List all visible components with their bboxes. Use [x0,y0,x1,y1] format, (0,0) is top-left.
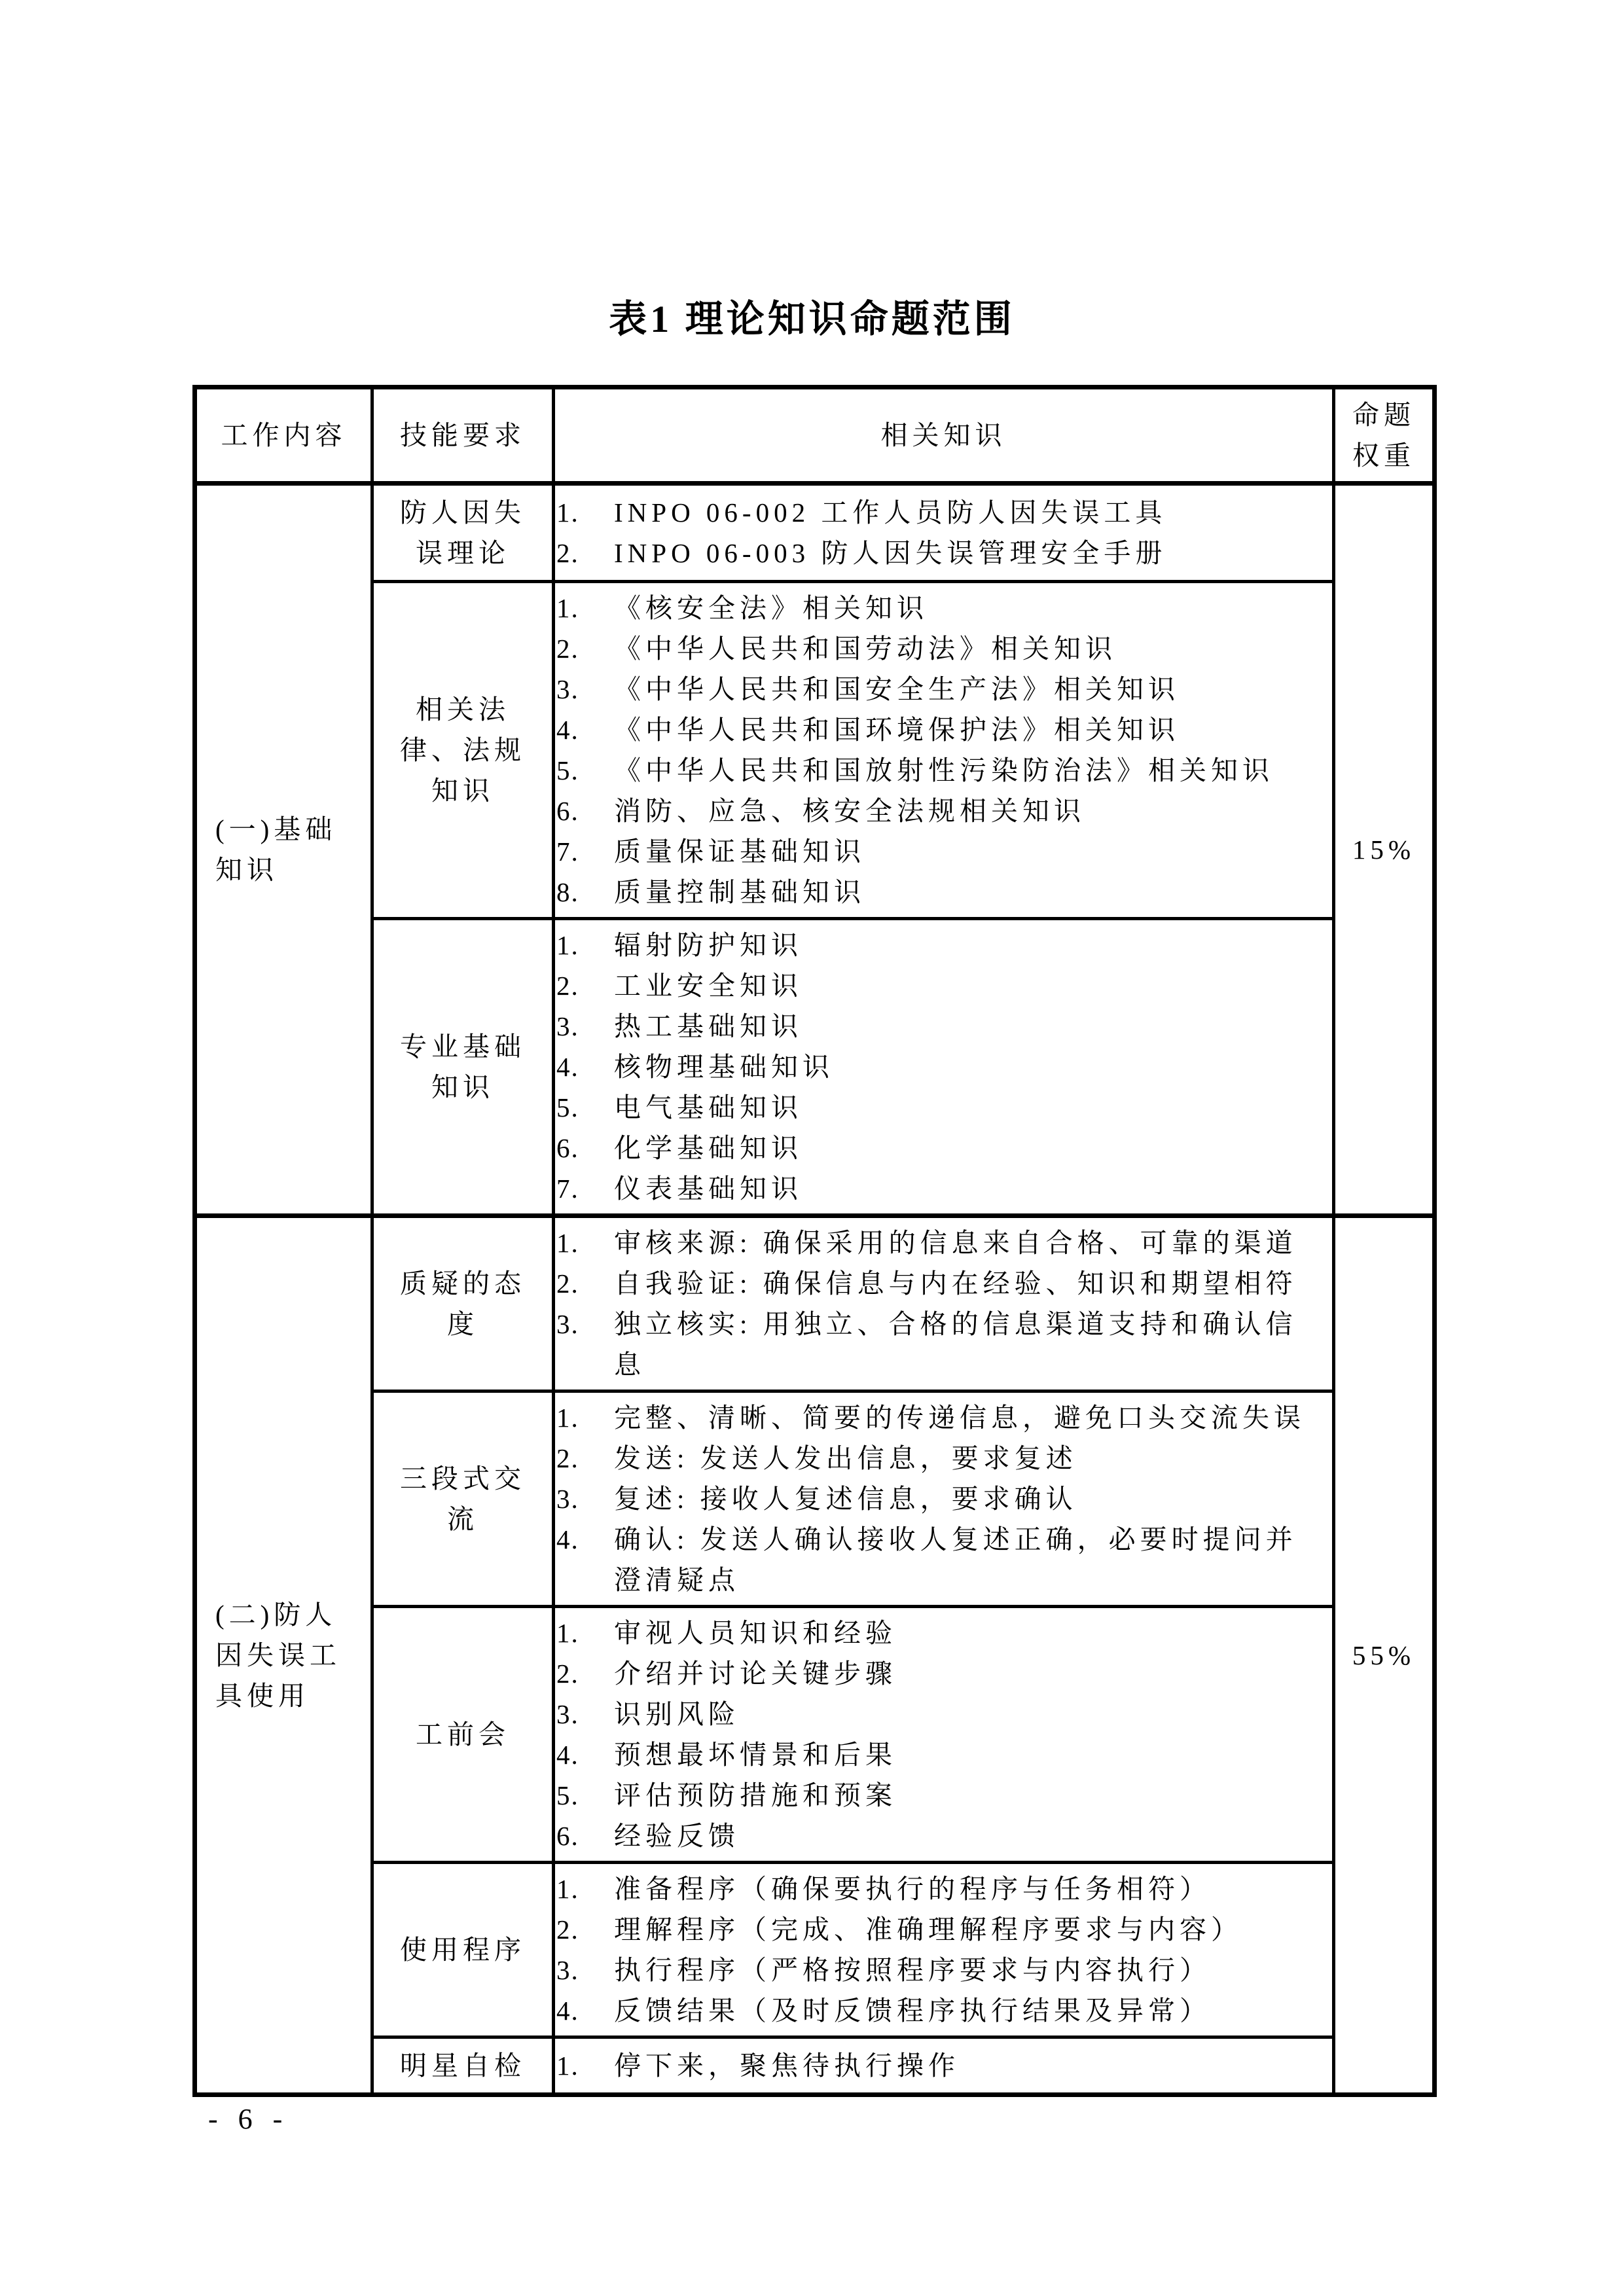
table-row [195,2037,1435,2095]
item-number: 3. [556,1484,579,1514]
item-number: 1. [556,497,579,528]
knowledge-item [556,1006,1312,1047]
skill-cell [372,1391,554,1607]
knowledge-item [556,1990,1312,2031]
item-number: 2. [556,634,579,664]
item-number: 8. [556,877,579,907]
item-text: 审核来源: 确保采用的信息来自合格、可靠的渠道 [614,1228,1297,1258]
item-text: 化学基础知识 [614,1133,803,1163]
item-number: 5. [556,1092,579,1122]
knowledge-item [556,533,1312,573]
skill-cell [372,1863,554,2037]
weight-cell: 15% [1334,484,1435,1216]
table-row [195,484,1435,582]
weight-cell: 55% [1334,1216,1435,2095]
knowledge-item [556,1613,1312,1653]
knowledge-item [556,831,1312,872]
item-text: 确认: 发送人确认接收人复述正确，必要时提问并澄清疑点 [614,1524,1297,1595]
item-number: 1. [556,2051,579,2081]
knowledge-item [556,1519,1312,1600]
knowledge-cell [554,582,1334,919]
knowledge-item [556,925,1312,965]
knowledge-item [556,1304,1312,1385]
knowledge-item [556,1087,1312,1128]
table-body [195,484,1435,2095]
skill-cell [372,2037,554,2095]
item-text: 电气基础知识 [614,1092,803,1122]
skill-text: 三段式交流 [400,1463,526,1534]
skill-text: 工前会 [416,1719,510,1749]
item-number: 4. [556,1052,579,1082]
item-number: 2. [556,971,579,1001]
item-number: 7. [556,1174,579,1204]
skill-cell [372,1216,554,1391]
knowledge-item [556,1263,1312,1304]
skill-text: 使用程序 [400,1935,526,1965]
knowledge-item [556,1479,1312,1519]
skill-cell [372,582,554,919]
knowledge-cell [554,1863,1334,2037]
item-number: 4. [556,1996,579,2026]
item-text: 审视人员知识和经验 [614,1618,897,1648]
item-number: 6. [556,796,579,826]
item-text: 准备程序（确保要执行的程序与任务相符） [614,1874,1211,1904]
item-text: 复述: 接收人复述信息，要求确认 [614,1484,1077,1514]
table-header-row [195,387,1435,484]
knowledge-item [556,1869,1312,1909]
item-number: 1. [556,593,579,623]
exam-scope-table [192,385,1437,2097]
page-title: 表1 理论知识命题范围 [609,298,1015,340]
knowledge-item [556,628,1312,669]
knowledge-item [556,492,1312,533]
knowledge-item [556,2045,1312,2086]
item-number: 1. [556,1874,579,1904]
knowledge-cell [554,2037,1334,2095]
skill-cell [372,1607,554,1863]
knowledge-item [556,1168,1312,1209]
knowledge-cell [554,1216,1334,1391]
item-text: 介绍并讨论关键步骤 [614,1659,897,1689]
knowledge-item [556,1734,1312,1775]
skill-cell [372,919,554,1216]
item-number: 5. [556,755,579,785]
item-number: 3. [556,1955,579,1985]
item-text: 理解程序（完成、准确理解程序要求与内容） [614,1914,1242,1945]
item-number: 3. [556,1309,579,1339]
item-number: 4. [556,715,579,745]
skill-text: 专业基础知识 [400,1031,526,1102]
item-text: 《中华人民共和国劳动法》相关知识 [614,634,1117,664]
page-number: - 6 - [208,2103,289,2135]
knowledge-cell [554,1607,1334,1863]
knowledge-item [556,709,1312,750]
table-row [195,582,1435,919]
item-number: 1. [556,1403,579,1433]
item-number: 1. [556,1228,579,1258]
item-text: 自我验证: 确保信息与内在经验、知识和期望相符 [614,1268,1297,1299]
item-text: 辐射防护知识 [614,930,803,960]
skill-cell [372,484,554,582]
knowledge-item [556,1816,1312,1856]
knowledge-item [556,1438,1312,1479]
item-text: 《中华人民共和国环境保护法》相关知识 [614,715,1180,745]
item-number: 6. [556,1133,579,1163]
work-content-text: (二)防人因失误工具使用 [215,1600,341,1711]
item-number: 4. [556,1740,579,1770]
knowledge-item [556,588,1312,628]
knowledge-item [556,791,1312,831]
item-text: 仪表基础知识 [614,1174,803,1204]
item-text: 消防、应急、核安全法规相关知识 [614,796,1085,826]
item-text: 停下来，聚焦待执行操作 [614,2051,960,2081]
item-number: 2. [556,1659,579,1689]
item-text: 预想最坏情景和后果 [614,1740,897,1770]
item-text: 质量控制基础知识 [614,877,865,907]
item-number: 3. [556,1699,579,1729]
knowledge-cell [554,919,1334,1216]
item-text: 《中华人民共和国放射性污染防治法》相关知识 [614,755,1274,785]
skill-text: 相关法律、法规知识 [400,694,526,806]
knowledge-item [556,965,1312,1006]
header-cell-related-knowledge: 相关知识 [554,387,1334,484]
table-row [195,919,1435,1216]
item-text: 识别风险 [614,1699,740,1729]
knowledge-item [556,669,1312,709]
item-number: 1. [556,930,579,960]
item-number: 5. [556,1780,579,1810]
knowledge-item [556,1128,1312,1168]
table-row [195,1216,1435,1391]
item-text: INPO 06-002 工作人员防人因失误工具 [614,497,1167,528]
table-row [195,1863,1435,2037]
item-number: 3. [556,674,579,704]
knowledge-item [556,1653,1312,1694]
knowledge-cell [554,1391,1334,1607]
item-number: 2. [556,538,579,568]
work-content-cell [195,484,372,1216]
item-text: INPO 06-003 防人因失误管理安全手册 [614,538,1167,568]
header-cell-skill-requirements: 技能要求 [372,387,554,484]
work-content-cell [195,1216,372,2095]
item-text: 发送: 发送人发出信息，要求复述 [614,1443,1077,1473]
item-text: 执行程序（严格按照程序要求与内容执行） [614,1955,1211,1985]
item-text: 经验反馈 [614,1821,740,1851]
skill-text: 质疑的态度 [400,1268,526,1339]
table-row [195,1607,1435,1863]
work-content-text: (一)基础知识 [215,814,337,885]
item-text: 完整、清晰、简要的传递信息，避免口头交流失误 [614,1403,1305,1433]
item-text: 质量保证基础知识 [614,836,865,867]
knowledge-item [556,1397,1312,1438]
knowledge-item [556,1694,1312,1734]
item-text: 热工基础知识 [614,1011,803,1041]
skill-text: 防人因失误理论 [400,497,526,568]
knowledge-item [556,1047,1312,1087]
skill-text: 明星自检 [400,2051,526,2081]
item-text: 核物理基础知识 [614,1052,834,1082]
item-text: 评估预防措施和预案 [614,1780,897,1810]
header-cell-question-weight: 命题权重 [1334,387,1435,484]
knowledge-item [556,1950,1312,1990]
table-row [195,1391,1435,1607]
knowledge-item [556,1223,1312,1263]
item-number: 2. [556,1914,579,1945]
knowledge-item [556,750,1312,791]
item-text: 独立核实: 用独立、合格的信息渠道支持和确认信息 [614,1309,1297,1380]
item-text: 工业安全知识 [614,971,803,1001]
header-cell-work-content: 工作内容 [195,387,372,484]
item-number: 2. [556,1268,579,1299]
knowledge-item [556,872,1312,912]
item-text: 《中华人民共和国安全生产法》相关知识 [614,674,1180,704]
item-text: 《核安全法》相关知识 [614,593,928,623]
item-number: 4. [556,1524,579,1554]
item-number: 6. [556,1821,579,1851]
item-number: 3. [556,1011,579,1041]
item-number: 1. [556,1618,579,1648]
item-number: 7. [556,836,579,867]
item-number: 2. [556,1443,579,1473]
item-text: 反馈结果（及时反馈程序执行结果及异常） [614,1996,1211,2026]
knowledge-item [556,1775,1312,1816]
knowledge-cell [554,484,1334,582]
knowledge-item [556,1909,1312,1950]
